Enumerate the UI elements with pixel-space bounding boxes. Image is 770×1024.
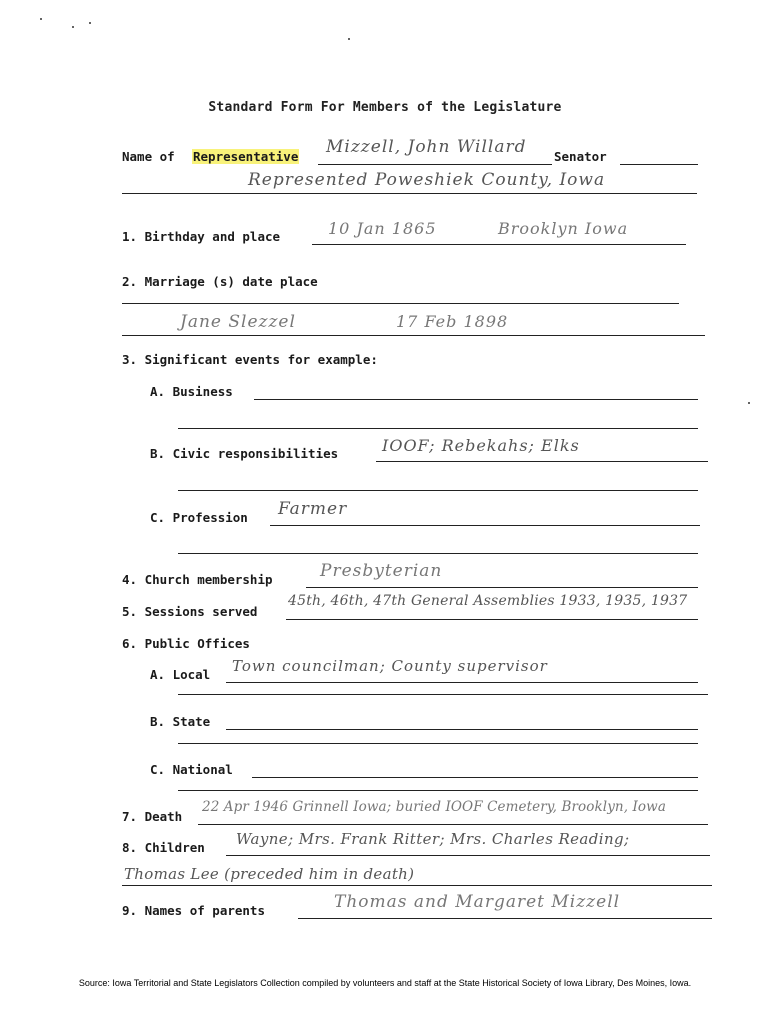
profession-label: C. Profession (150, 510, 248, 525)
parents-row (122, 892, 722, 923)
form-title: Standard Form For Members of the Legislature (208, 100, 562, 115)
national-line-2 (178, 790, 698, 791)
senator-label: Senator (554, 149, 607, 164)
national-row (150, 762, 710, 782)
children-handwriting-2: Thomas Lee (preceded him in death) (124, 865, 415, 883)
scan-speck (72, 26, 74, 28)
birthday-row (122, 219, 702, 249)
offices-label: 6. Public Offices (122, 636, 250, 651)
business-line-2 (178, 428, 698, 429)
business-row (150, 384, 700, 404)
source-footer: Source: Iowa Territorial and State Legislators Collection compiled by volunteers and staff at the State Historical Society of Iowa Library, Des Moines, Iowa. (78, 978, 692, 988)
local-line-2 (178, 694, 708, 695)
church-handwriting: Presbyterian (320, 561, 443, 581)
death-row (122, 799, 712, 829)
death-handwriting: 22 Apr 1946 Grinnell Iowa; buried IOOF Cemetery, Brooklyn, Iowa (202, 799, 666, 815)
offices-row (122, 636, 702, 656)
profession-line-2 (178, 553, 698, 554)
local-label: A. Local (150, 667, 211, 682)
local-row (150, 657, 710, 687)
civic-row (150, 436, 710, 466)
sessions-row (122, 593, 702, 624)
profession-line (270, 525, 700, 526)
civic-line (376, 461, 708, 462)
profession-row (150, 499, 710, 530)
civic-label: B. Civic responsibilities (150, 446, 339, 461)
scan-speck (89, 22, 91, 24)
name-line (318, 164, 552, 165)
children-label: 8. Children (122, 840, 205, 855)
birthday-place: Brooklyn Iowa (498, 219, 629, 238)
birthday-date: 10 Jan 1865 (328, 219, 437, 238)
children-row (122, 830, 722, 860)
parents-line (298, 918, 712, 919)
marriage-line-1 (122, 303, 679, 304)
birthday-line (312, 244, 686, 245)
represented-line (122, 193, 697, 194)
parents-label: 9. Names of parents (122, 903, 265, 918)
church-row (122, 561, 702, 592)
church-label: 4. Church membership (122, 572, 273, 587)
marriage-name: Jane Slezzel (180, 312, 296, 332)
state-line (226, 729, 698, 730)
children-line-2 (122, 885, 712, 886)
business-label: A. Business (150, 384, 233, 399)
local-line (226, 682, 698, 683)
parents-handwriting: Thomas and Margaret Mizzell (334, 892, 621, 912)
name-row (122, 137, 702, 169)
senator-line (620, 164, 698, 165)
name-handwriting: Mizzell, John Willard (326, 137, 527, 157)
marriage-line-2 (122, 335, 705, 336)
national-label: C. National (150, 762, 233, 777)
scan-speck (748, 402, 750, 404)
business-line (254, 399, 698, 400)
events-label: 3. Significant events for example: (122, 352, 378, 367)
state-line-2 (178, 743, 698, 744)
sessions-line (286, 619, 698, 620)
national-line (252, 777, 698, 778)
death-label: 7. Death (122, 809, 183, 824)
marriage-date: 17 Feb 1898 (396, 312, 509, 331)
represented-handwriting: Represented Poweshiek County, Iowa (248, 170, 606, 190)
scan-speck (348, 38, 350, 40)
scan-speck (40, 18, 42, 20)
children-line (226, 855, 710, 856)
birthday-label: 1. Birthday and place (122, 229, 281, 244)
state-row (150, 714, 710, 734)
local-handwriting: Town councilman; County supervisor (232, 657, 548, 675)
civic-line-2 (178, 490, 698, 491)
church-line (306, 587, 698, 588)
profession-handwriting: Farmer (278, 499, 348, 519)
death-line (198, 824, 708, 825)
representative-label: Representative (193, 149, 299, 164)
events-row (122, 352, 702, 372)
marriage-label: 2. Marriage (s) date place (122, 274, 318, 289)
civic-handwriting: IOOF; Rebekahs; Elks (382, 436, 580, 455)
sessions-handwriting: 45th, 46th, 47th General Assemblies 1933, 1935, 1937 (288, 593, 688, 609)
state-label: B. State (150, 714, 211, 729)
children-handwriting: Wayne; Mrs. Frank Ritter; Mrs. Charles Reading; (236, 830, 630, 848)
sessions-label: 5. Sessions served (122, 604, 258, 619)
marriage-row (122, 274, 702, 294)
name-label: Name of (122, 149, 175, 164)
